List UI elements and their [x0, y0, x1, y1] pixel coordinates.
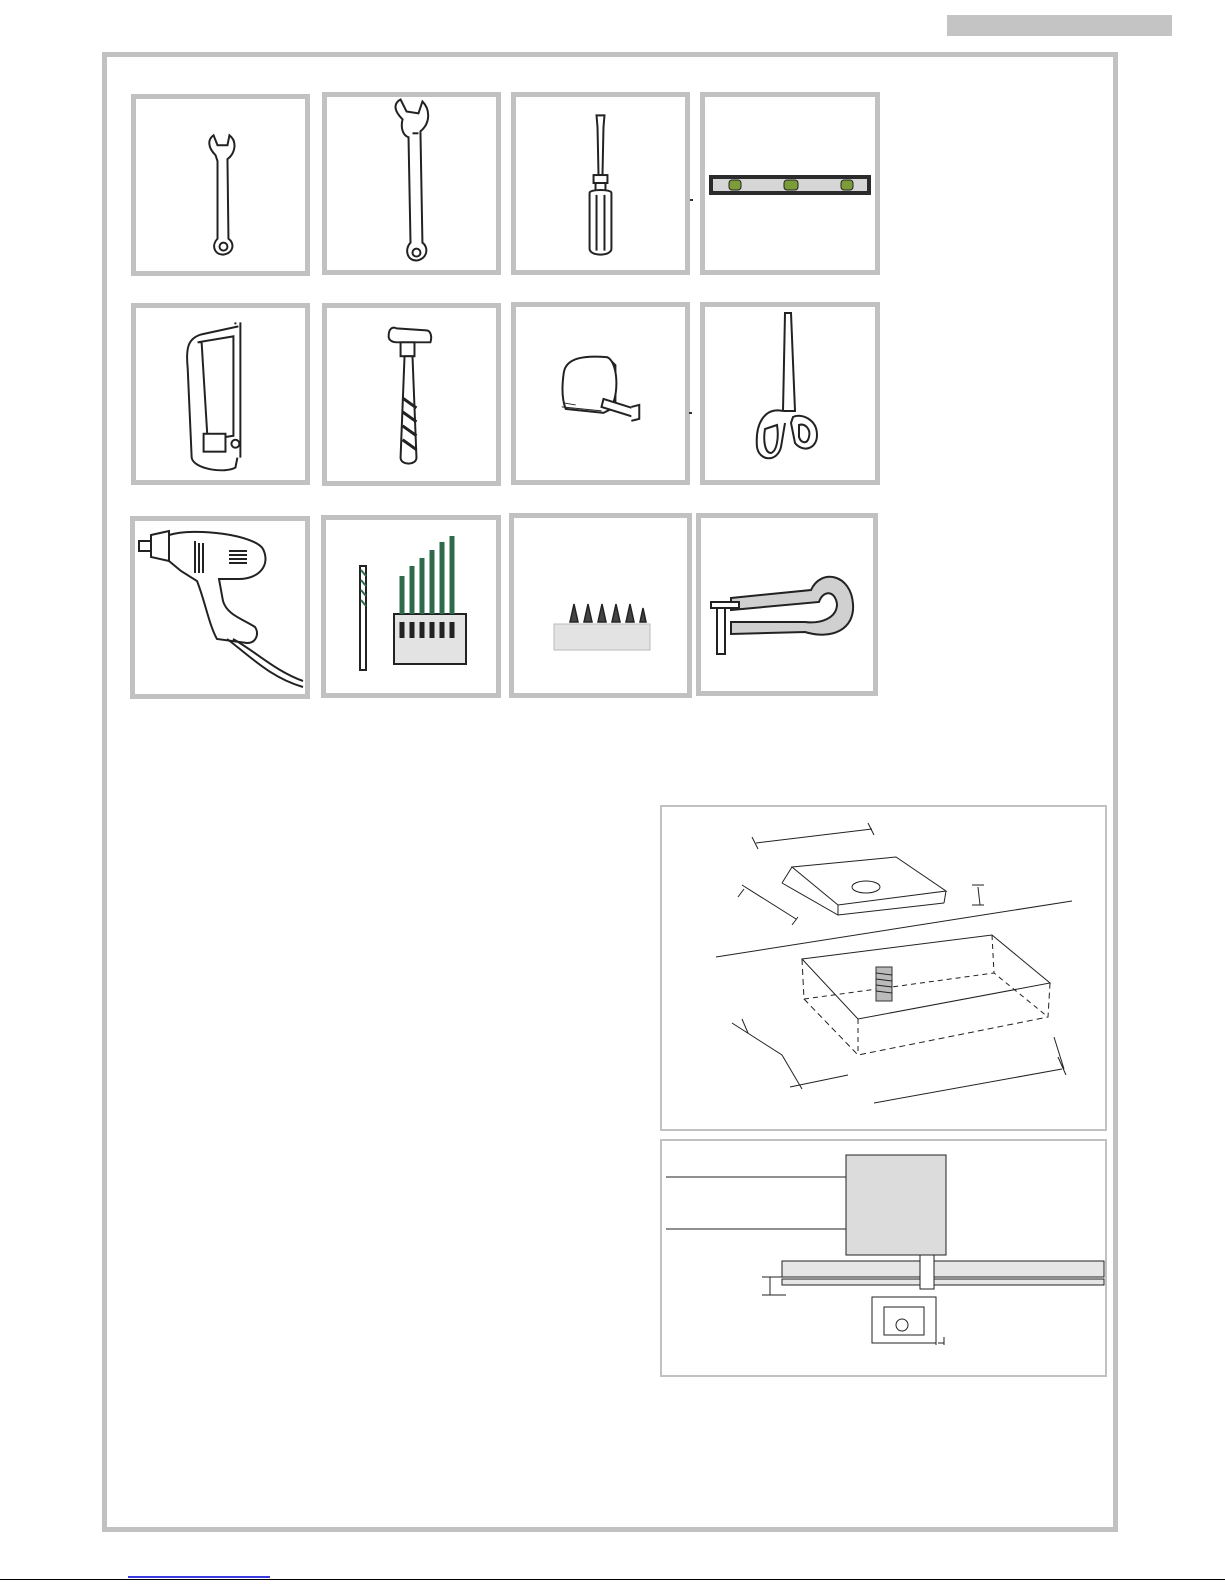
- side-installation-diagram: [660, 1139, 1107, 1377]
- bracket-cutout-diagram: [662, 807, 1105, 1129]
- hammer-icon: [327, 308, 496, 481]
- spirit-level-box: [700, 92, 880, 275]
- footer-rule: [0, 1579, 1225, 1580]
- mounting-bracket-cutout-diagram: [660, 805, 1107, 1131]
- drill-bits-icon: [326, 520, 496, 693]
- spirit-level-icon: [705, 97, 875, 270]
- scissors-icon: [705, 307, 875, 480]
- footer-link-underline[interactable]: [128, 1576, 270, 1578]
- scissors-box: [700, 302, 880, 485]
- adjustable-wrench-icon: [327, 97, 496, 270]
- stray-dot: [689, 412, 692, 414]
- c-clamp-icon: [701, 518, 873, 691]
- large-wrench-box: [322, 92, 501, 275]
- c-clamp-box: [696, 513, 878, 696]
- tape-measure-box: [511, 302, 690, 485]
- hacksaw-icon: [136, 308, 305, 480]
- hammer-box: [322, 303, 501, 486]
- drill-icon: [135, 521, 305, 694]
- hacksaw-box: [131, 303, 310, 485]
- drill-bits-box: [321, 515, 501, 698]
- header-bar: [947, 15, 1172, 36]
- adjustable-wrench-icon: [136, 99, 305, 271]
- screwdriver-box: [511, 92, 690, 275]
- tape-measure-icon: [516, 307, 685, 480]
- small-wrench-box: [131, 94, 310, 276]
- screwdriver-bits-icon: [514, 518, 687, 693]
- stray-dot: [690, 199, 693, 201]
- installation-side-diagram: [662, 1141, 1105, 1375]
- drill-box: [130, 516, 310, 699]
- screwdriver-icon: [516, 97, 685, 270]
- screwdriver-bits-box: [509, 513, 692, 698]
